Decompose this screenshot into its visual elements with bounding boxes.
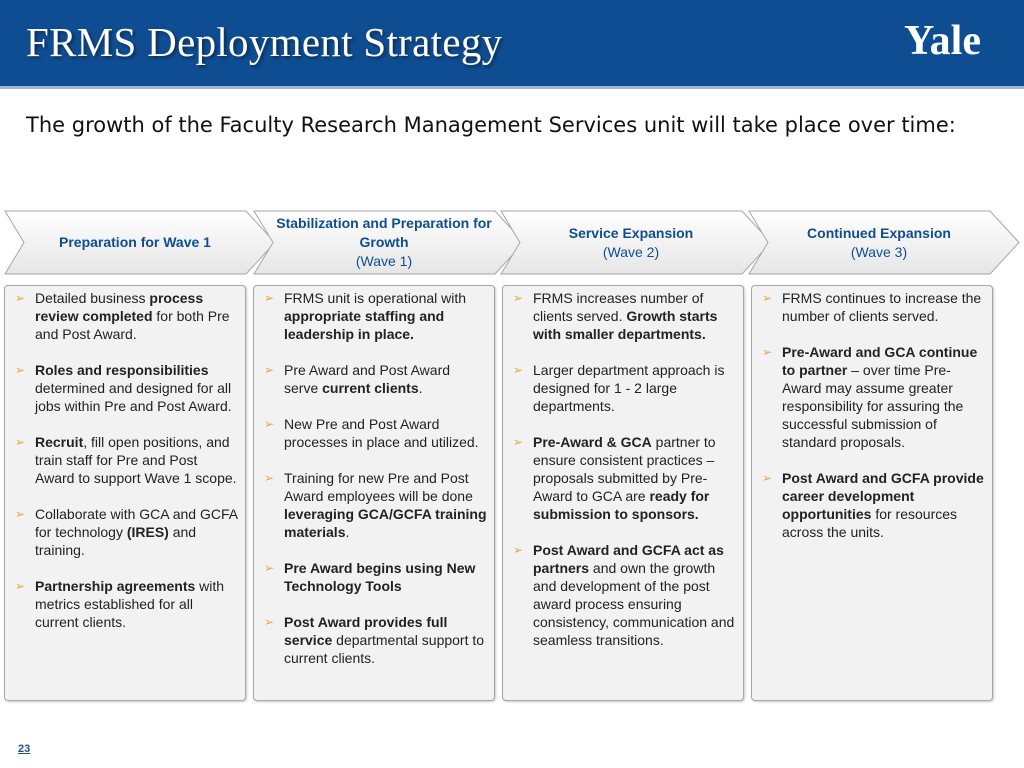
phase-continued-expansion-wave-3 — [748, 210, 1020, 275]
arrow-bullet-icon: ➢ — [264, 561, 275, 575]
phase-label — [24, 210, 246, 275]
text: Collaborate with GCA and GCFA for technology — [35, 506, 238, 540]
text: FRMS continues to increase the number of clients served. — [782, 290, 982, 324]
column-continued-expansion — [751, 285, 993, 701]
bullet-item — [254, 289, 488, 343]
bullet-item — [503, 289, 737, 343]
text: and own the growth and development of the post award process ensuring consistency, communication and seamless transitions. — [533, 560, 735, 648]
text: . — [418, 380, 423, 396]
bold-text: Post Award and GCFA provide career development opportunities — [782, 470, 984, 522]
arrow-bullet-icon: ➢ — [264, 363, 275, 377]
title-bar — [0, 0, 1024, 89]
arrow-bullet-icon: ➢ — [15, 507, 26, 521]
phase-wave: (Wave 2) — [602, 243, 660, 260]
bullet-item — [5, 289, 239, 343]
arrow-bullet-icon: ➢ — [264, 417, 275, 431]
phase-name: Preparation for Wave 1 — [59, 234, 211, 250]
bullet-item — [752, 343, 986, 451]
bullet-item — [5, 577, 239, 631]
bold-text: Recruit — [35, 434, 84, 450]
bold-text: Pre-Award & GCA — [533, 434, 652, 450]
arrow-bullet-icon: ➢ — [513, 291, 524, 305]
arrow-bullet-icon: ➢ — [264, 291, 275, 305]
bullet-item — [503, 433, 737, 523]
text: Detailed business — [35, 290, 150, 306]
arrow-bullet-icon: ➢ — [762, 345, 773, 359]
phase-label — [768, 210, 990, 275]
bold-text: current clients — [322, 380, 419, 396]
bullet-item — [254, 469, 488, 541]
bold-text: Roles and responsibilities — [35, 362, 209, 378]
arrow-bullet-icon: ➢ — [15, 291, 26, 305]
text: and training. — [35, 524, 197, 558]
phase-name: Stabilization and Preparation for Growth — [276, 215, 492, 250]
bold-text: Partnership agreements — [35, 578, 196, 594]
column-service-expansion — [502, 285, 744, 701]
slide-title: FRMS Deployment Strategy — [26, 19, 503, 65]
phase-name: Continued Expansion — [807, 224, 951, 241]
bold-text: Pre-Award and GCA continue to partner — [782, 344, 978, 378]
phase-stabilization-wave-1 — [253, 210, 525, 275]
bold-text: (IRES) — [126, 524, 169, 540]
text: with metrics established for all current clients. — [35, 578, 225, 630]
phase-wave: (Wave 3) — [850, 243, 908, 260]
bullet-item — [5, 505, 239, 559]
text: , fill open positions, and train staff for Pre and Post Award to support Wave 1 scope. — [35, 434, 237, 486]
bold-text: Post Award provides full service — [284, 614, 448, 648]
bold-text: Post Award and GCFA act as partners — [533, 542, 724, 576]
bold-text: process review completed — [35, 290, 204, 324]
arrow-bullet-icon: ➢ — [15, 579, 26, 593]
phase-name: Service Expansion — [568, 224, 694, 241]
bullet-item — [254, 613, 488, 667]
bold-text: appropriate staffing and leadership in place. — [284, 308, 445, 342]
bullet-list — [752, 286, 992, 541]
bold-text: leveraging GCA/GCFA training materials — [284, 506, 487, 540]
text: FRMS increases number of clients served. — [533, 290, 704, 324]
text: New Pre and Post Award processes in place and utilized. — [284, 416, 479, 450]
arrow-bullet-icon: ➢ — [264, 471, 275, 485]
phase-label — [273, 210, 495, 275]
phase-wave: (Wave 1) — [355, 253, 413, 269]
yale-logo: Yale — [904, 18, 981, 64]
arrow-bullet-icon: ➢ — [513, 435, 524, 449]
column-stabilization — [253, 285, 495, 701]
arrow-bullet-icon: ➢ — [15, 435, 26, 449]
arrow-bullet-icon: ➢ — [513, 363, 524, 377]
bullet-item — [752, 469, 986, 541]
bullet-list — [503, 286, 743, 649]
bullet-item — [254, 559, 488, 595]
bullet-item — [503, 361, 737, 415]
text: – over time Pre-Award may assume greater responsibility for assuring the successful submission of standard proposals. — [782, 362, 964, 450]
phase-service-expansion-wave-2 — [500, 210, 772, 275]
arrow-bullet-icon: ➢ — [762, 291, 773, 305]
bullet-list — [5, 286, 245, 631]
bold-text: ready for submission to sponsors. — [533, 488, 710, 522]
phase-preparation-wave-1 — [4, 210, 276, 275]
arrow-bullet-icon: ➢ — [264, 615, 275, 629]
text: FRMS unit is operational with — [284, 290, 467, 306]
bullet-item — [752, 289, 986, 325]
arrow-bullet-icon: ➢ — [762, 471, 773, 485]
bullet-item — [254, 361, 488, 397]
text: determined and designed for all jobs within Pre and Post Award. — [35, 380, 232, 414]
bullet-item — [5, 433, 239, 487]
column-preparation — [4, 285, 246, 701]
bullet-item — [5, 361, 239, 415]
intro-text: The growth of the Faculty Research Management Services unit will take place over time: — [26, 113, 956, 137]
bold-text: Pre Award begins using New Technology Tools — [284, 560, 476, 594]
arrow-bullet-icon: ➢ — [513, 543, 524, 557]
bold-text: Growth starts with smaller departments. — [533, 308, 718, 342]
text: for both Pre and Post Award. — [35, 308, 230, 342]
arrow-bullet-icon: ➢ — [15, 363, 26, 377]
phase-label — [520, 210, 742, 275]
bullet-item — [503, 541, 737, 649]
bullet-list — [254, 286, 494, 667]
text: Larger department approach is designed for 1 - 2 large departments. — [533, 362, 725, 414]
page-number: 23 — [18, 743, 31, 755]
text: Training for new Pre and Post Award employees will be done — [284, 470, 473, 504]
text: Pre Award and Post Award serve — [284, 362, 451, 396]
text: . — [345, 524, 350, 540]
text: departmental support to current clients. — [284, 632, 485, 666]
text: for resources across the units. — [782, 506, 958, 540]
bullet-item — [254, 415, 488, 451]
text: partner to ensure consistent practices – proposals submitted by Pre-Award to GCA are — [533, 434, 716, 504]
